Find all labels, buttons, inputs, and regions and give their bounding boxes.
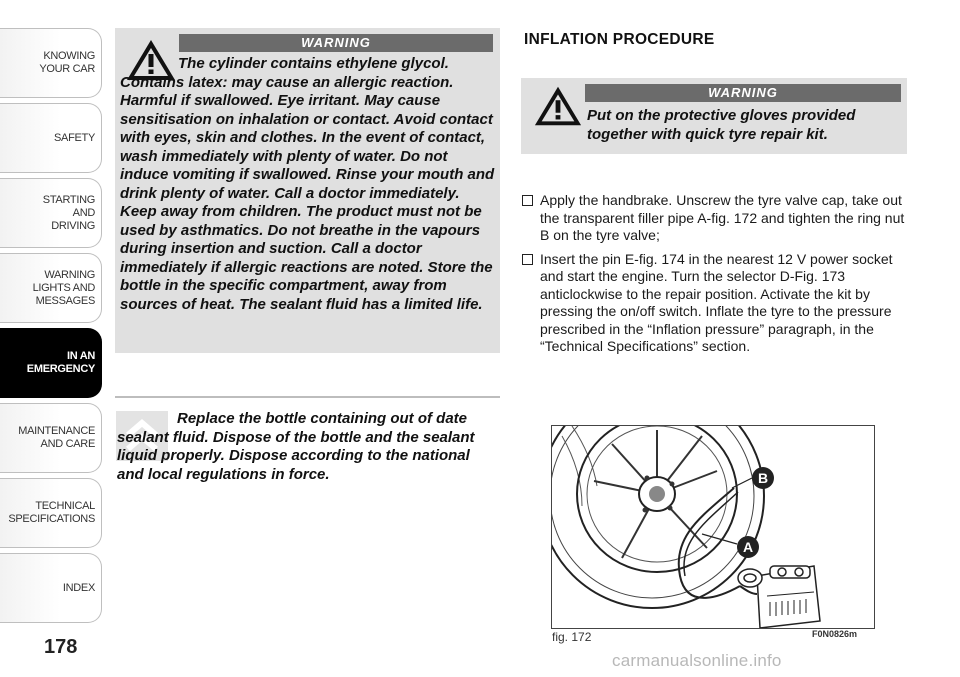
warning-text: The cylinder contains ethylene glycol. Contains latex: may cause an allergic reaction. Harmful if swallowed. Eye irritant. May cause sensitisation on inhalation or contact. Avoid contact with eyes, skin and clothes. In the event of contact, wash immediately with plenty of water. Do not induce vomiting if swallowed. Rinse your mouth and drink plenty of water. Call a doctor immediately. Keep away from children. The product must not be used by asthmatics. Do not breathe in the vapours during insertion and suction. Call a doctor immediately if allergic reactions are noted. Store the bottle in the specific compartment, away from sources of heat. The sealant fluid has a limited life.: [120, 55, 495, 313]
procedure-steps: [522, 192, 912, 362]
tab-technical-specifications[interactable]: TECHNICAL SPECIFICATIONS: [0, 478, 102, 548]
chapter-tabs: [0, 28, 102, 628]
figure-code: F0N0826m: [812, 629, 858, 639]
warning-header: WARNING: [179, 34, 493, 52]
tab-maintenance[interactable]: MAINTENANCE AND CARE: [0, 403, 102, 473]
warning-triangle-icon: [533, 84, 583, 128]
step-text: Insert the pin E-fig. 174 in the nearest 12 V power socket and start the engine. Turn the selector D-Fig. 173 anticlockwise to the repair position. Activate the kit by pressing the on/off switch. Inflate the tyre to the pressure prescribed in the “Inflation pressure” paragraph, in the “Technical Specifications” section.: [540, 250, 893, 354]
warning-text: Put on the protective gloves provided together with quick tyre repair kit.: [587, 107, 856, 143]
section-title: INFLATION PROCEDURE: [524, 31, 715, 48]
figure-tyre-repair-kit: [551, 425, 875, 629]
tab-safety[interactable]: SAFETY: [0, 103, 102, 173]
checkbox-bullet-icon: [522, 254, 533, 265]
watermark: carmanualsonline.info: [612, 651, 782, 670]
page-number: 178: [44, 636, 78, 658]
label-a: A: [742, 539, 754, 555]
list-item: [522, 251, 912, 356]
tab-starting-and-driving[interactable]: STARTING AND DRIVING: [0, 178, 102, 248]
step-text: Apply the handbrake. Unscrew the tyre valve cap, take out the transparent filler pipe A-fig. 172 and tighten the ring nut B on the tyre valve;: [540, 192, 905, 243]
figure-caption: fig. 172: [552, 630, 592, 644]
divider: [115, 396, 500, 398]
warning-header: WARNING: [585, 84, 901, 102]
note-text: Replace the bottle containing out of date sealant fluid. Dispose of the bottle and the sealant liquid properly. Dispose according to the national and local regulations in force.: [117, 410, 475, 483]
label-b: B: [757, 470, 769, 486]
tab-in-an-emergency[interactable]: IN AN EMERGENCY: [0, 328, 102, 398]
tab-warning-lights[interactable]: WARNING LIGHTS AND MESSAGES: [0, 253, 102, 323]
tyre-kit-illustration: [552, 426, 874, 628]
tab-index[interactable]: INDEX: [0, 553, 102, 623]
warning-box-sealant: [115, 28, 500, 353]
list-item: [522, 192, 912, 245]
checkbox-bullet-icon: [522, 195, 533, 206]
tab-knowing-your-car[interactable]: KNOWING YOUR CAR: [0, 28, 102, 98]
warning-box-gloves: [521, 78, 907, 154]
